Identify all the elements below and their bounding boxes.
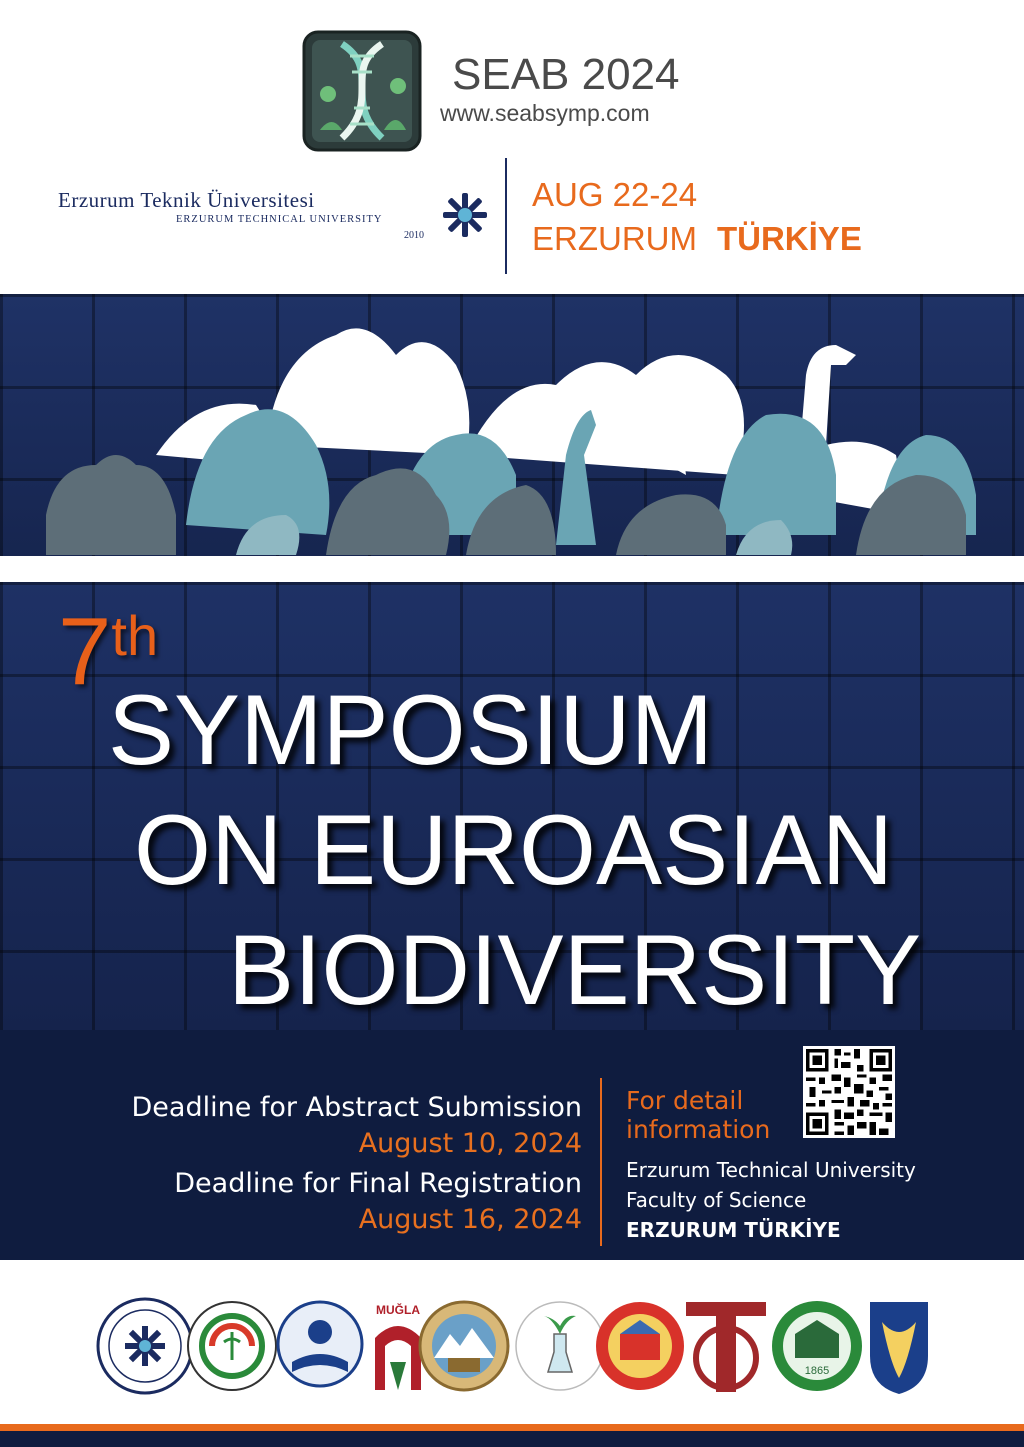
registration-deadline-date: August 16, 2024 [358,1204,582,1235]
detail-info-heading-line2: information [626,1115,771,1144]
event-dates: AUG 22-24 [532,176,698,213]
abstract-deadline-label: Deadline for Abstract Submission [131,1092,582,1123]
detail-info-heading [626,1086,806,1144]
event-location [532,220,862,258]
biodiversity-silhouettes-icon [36,315,986,565]
edition-suffix: th [111,604,159,667]
address-city-country: ERZURUM TÜRKİYE [626,1218,841,1242]
address-faculty: Faculty of Science [626,1188,807,1212]
title-line-3: BIODIVERSITY [228,914,922,1025]
footer-accent-stripe [0,1424,1024,1431]
event-country: TÜRKİYE [716,220,862,257]
mountain-university-logo-icon [420,1302,508,1390]
pedagogical-university-1865-logo-icon [772,1301,862,1391]
svg-text:MUĞLA: MUĞLA [376,1303,420,1317]
event-website-link[interactable]: www.seabsymp.com [440,100,650,126]
tajik-university-logo-icon [686,1302,766,1392]
title-line-1: SYMPOSIUM [108,674,714,785]
azerbaijan-academy-logo-icon [188,1302,276,1390]
edition-number: 7 [58,598,112,705]
title-line-2: ON EUROASIAN [134,794,894,905]
erzurum-technical-university-logo-icon [98,1299,192,1393]
seab-dna-logo-icon [302,30,422,152]
address-university: Erzurum Technical University [626,1158,916,1182]
university-name-tr: Erzurum Teknik Üniversitesi [58,188,315,212]
university-name-en: ERZURUM TECHNICAL UNIVERSITY [176,214,383,225]
registration-deadline-label: Deadline for Final Registration [174,1168,582,1199]
laurel-shield-logo-icon [870,1302,928,1394]
banner-white-band [0,556,1024,582]
event-short-title: SEAB 2024 [452,50,680,99]
azerbaijan-ovu-logo-icon [278,1302,362,1386]
info-divider [600,1078,602,1246]
national-academy-gene-engineering-logo-icon [516,1302,604,1390]
svg-text:1865: 1865 [804,1365,830,1377]
qr-code-icon[interactable] [803,1046,895,1138]
abstract-deadline-date: August 10, 2024 [358,1128,582,1159]
event-city: ERZURUM [532,220,697,257]
university-snowflake-emblem-icon [440,190,490,240]
header-divider [505,158,507,274]
partner-logos-row [0,1262,1024,1422]
khujand-university-logo-icon [596,1302,684,1390]
footer-navy-band [0,1431,1024,1447]
university-founding-year: 2010 [404,230,424,241]
detail-info-heading-line1: For detail [626,1086,744,1115]
